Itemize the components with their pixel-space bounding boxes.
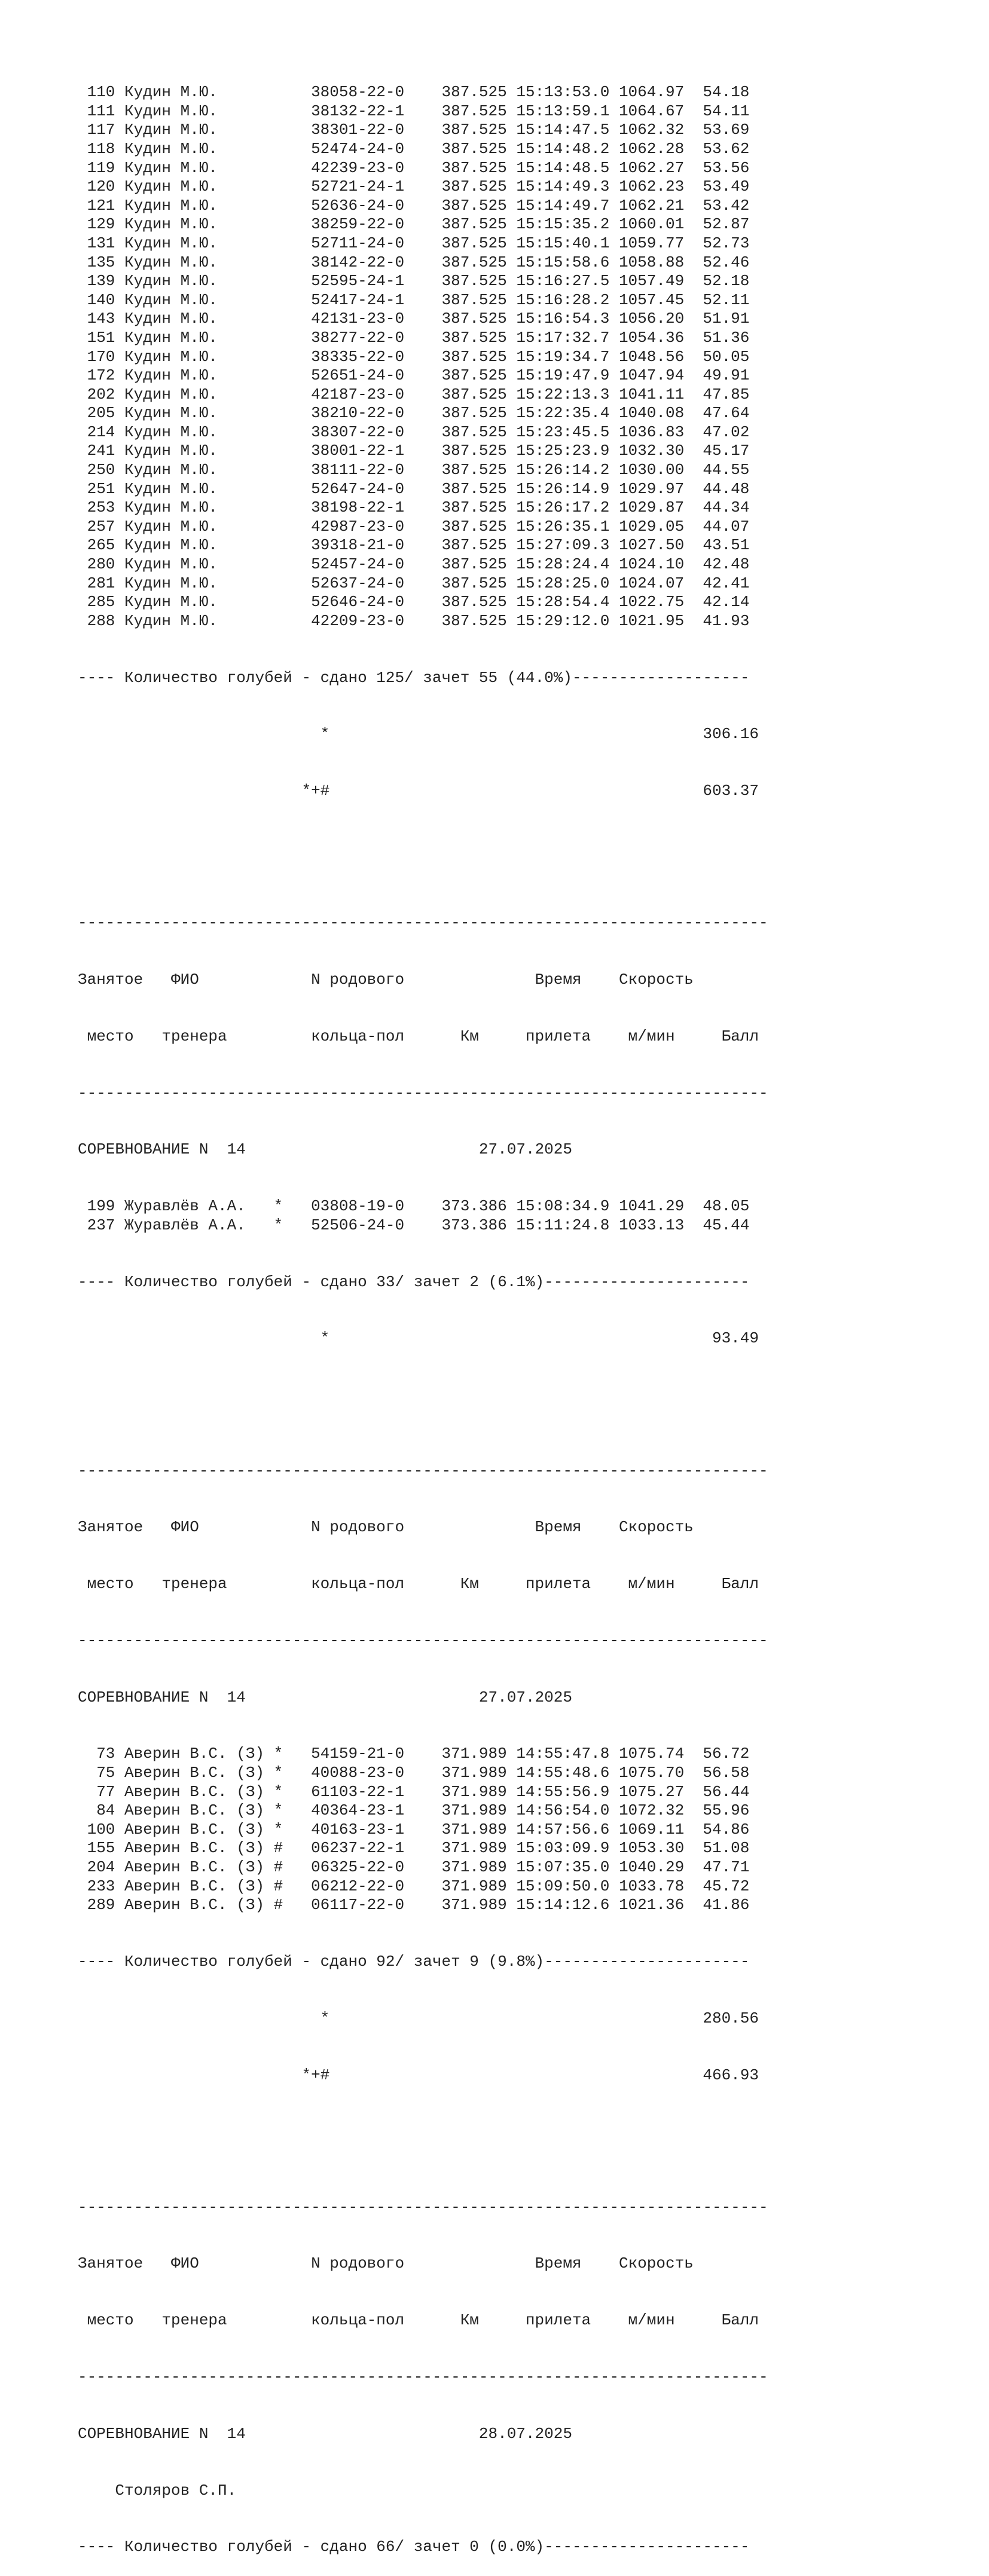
result-row: 143 Кудин М.Ю. 42131-23-0 387.525 15:16:54.3 1056.20 51.91 bbox=[78, 310, 750, 328]
result-row: 288 Кудин М.Ю. 42209-23-0 387.525 15:29:12.0 1021.95 41.93 bbox=[78, 611, 750, 630]
result-row: 202 Кудин М.Ю. 42187-23-0 387.525 15:22:13.3 1041.11 47.85 bbox=[78, 385, 750, 403]
competition-title: СОРЕВНОВАНИЕ N 14 28.07.2025 bbox=[78, 2424, 572, 2443]
column-header-line-1: Занятое ФИО N родового Время Скорость bbox=[78, 2254, 694, 2273]
results-sheet bbox=[78, 45, 768, 2576]
result-row: 289 Аверин В.С. (З) # 06117-22-0 371.989 15:14:12.6 1021.36 41.86 bbox=[78, 1896, 750, 1914]
header-rule: -------------------------------------------------------------------------- bbox=[78, 2368, 768, 2387]
result-row: 285 Кудин М.Ю. 52646-24-0 387.525 15:28:54.4 1022.75 42.14 bbox=[78, 593, 750, 611]
column-header-line-1: Занятое ФИО N родового Время Скорость bbox=[78, 971, 694, 989]
results-list-zhuravlev bbox=[78, 1197, 768, 1235]
total-line: *+# 466.93 bbox=[78, 2066, 759, 2084]
column-header-line-2: место тренера кольца-пол Км прилета м/мин Балл bbox=[78, 1027, 759, 1045]
column-header-line-2: место тренера кольца-пол Км прилета м/мин Балл bbox=[78, 1575, 759, 1593]
result-row: 280 Кудин М.Ю. 52457-24-0 387.525 15:28:24.4 1024.10 42.48 bbox=[78, 555, 750, 574]
result-row: 100 Аверин В.С. (З) * 40163-23-1 371.989 14:57:56.6 1069.11 54.86 bbox=[78, 1820, 750, 1838]
result-row: 237 Журавлёв А.А. * 52506-24-0 373.386 15:11:24.8 1033.13 45.44 bbox=[78, 1216, 750, 1234]
summary-line: ---- Количество голубей - сдано 33/ зачет 2 (6.1%)---------------------- bbox=[78, 1272, 750, 1291]
trainer-name: Столяров С.П. bbox=[78, 2481, 237, 2499]
total-line: * 306.16 bbox=[78, 725, 759, 744]
spacer bbox=[78, 1386, 768, 1405]
result-row: 204 Аверин В.С. (З) # 06325-22-0 371.989 15:07:35.0 1040.29 47.71 bbox=[78, 1858, 750, 1876]
result-row: 253 Кудин М.Ю. 38198-22-1 387.525 15:26:17.2 1029.87 44.34 bbox=[78, 498, 750, 517]
result-row: 257 Кудин М.Ю. 42987-23-0 387.525 15:26:35.1 1029.05 44.07 bbox=[78, 517, 750, 536]
result-row: 118 Кудин М.Ю. 52474-24-0 387.525 15:14:48.2 1062.28 53.62 bbox=[78, 139, 750, 158]
total-line: * 93.49 bbox=[78, 1329, 759, 1348]
header-rule: -------------------------------------------------------------------------- bbox=[78, 1461, 768, 1480]
competition-title: СОРЕВНОВАНИЕ N 14 27.07.2025 bbox=[78, 1688, 572, 1706]
result-row: 110 Кудин М.Ю. 38058-22-0 387.525 15:13:53.0 1064.97 54.18 bbox=[78, 83, 750, 102]
results-list-averin bbox=[78, 1745, 768, 1914]
result-row: 120 Кудин М.Ю. 52721-24-1 387.525 15:14:49.3 1062.23 53.49 bbox=[78, 178, 750, 196]
result-row: 251 Кудин М.Ю. 52647-24-0 387.525 15:26:14.9 1029.97 44.48 bbox=[78, 479, 750, 498]
result-row: 75 Аверин В.С. (З) * 40088-23-0 371.989 14:55:48.6 1075.70 56.58 bbox=[78, 1764, 750, 1782]
result-row: 250 Кудин М.Ю. 38111-22-0 387.525 15:26:14.2 1030.00 44.55 bbox=[78, 461, 750, 479]
column-header-line-2: место тренера кольца-пол Км прилета м/мин Балл bbox=[78, 2311, 759, 2330]
spacer bbox=[78, 2122, 768, 2141]
spacer bbox=[78, 839, 768, 858]
summary-line: ---- Количество голубей - сдано 125/ зачет 55 (44.0%)------------------- bbox=[78, 668, 750, 687]
result-row: 111 Кудин М.Ю. 38132-22-1 387.525 15:13:59.1 1064.67 54.11 bbox=[78, 102, 750, 120]
result-row: 151 Кудин М.Ю. 38277-22-0 387.525 15:17:32.7 1054.36 51.36 bbox=[78, 328, 750, 347]
result-row: 281 Кудин М.Ю. 52637-24-0 387.525 15:28:25.0 1024.07 42.41 bbox=[78, 574, 750, 592]
result-row: 199 Журавлёв А.А. * 03808-19-0 373.386 15:08:34.9 1041.29 48.05 bbox=[78, 1197, 750, 1216]
result-row: 172 Кудин М.Ю. 52651-24-0 387.525 15:19:47.9 1047.94 49.91 bbox=[78, 366, 750, 385]
summary-line: ---- Количество голубей - сдано 92/ зачет 9 (9.8%)---------------------- bbox=[78, 1952, 750, 1971]
column-header-line-1: Занятое ФИО N родового Время Скорость bbox=[78, 1518, 694, 1537]
result-row: 73 Аверин В.С. (З) * 54159-21-0 371.989 14:55:47.8 1075.74 56.72 bbox=[78, 1745, 750, 1763]
result-row: 139 Кудин М.Ю. 52595-24-1 387.525 15:16:27.5 1057.49 52.18 bbox=[78, 272, 750, 290]
result-row: 117 Кудин М.Ю. 38301-22-0 387.525 15:14:47.5 1062.32 53.69 bbox=[78, 121, 750, 139]
header-rule: -------------------------------------------------------------------------- bbox=[78, 1084, 768, 1102]
results-list-top bbox=[78, 83, 768, 631]
result-row: 135 Кудин М.Ю. 38142-22-0 387.525 15:15:58.6 1058.88 52.46 bbox=[78, 253, 750, 271]
competition-title: СОРЕВНОВАНИЕ N 14 27.07.2025 bbox=[78, 1140, 572, 1159]
result-row: 241 Кудин М.Ю. 38001-22-1 387.525 15:25:23.9 1032.30 45.17 bbox=[78, 442, 750, 460]
result-row: 121 Кудин М.Ю. 52636-24-0 387.525 15:14:49.7 1062.21 53.42 bbox=[78, 196, 750, 215]
result-row: 131 Кудин М.Ю. 52711-24-0 387.525 15:15:40.1 1059.77 52.73 bbox=[78, 234, 750, 252]
result-row: 119 Кудин М.Ю. 42239-23-0 387.525 15:14:48.5 1062.27 53.56 bbox=[78, 158, 750, 177]
total-line: *+# 603.37 bbox=[78, 782, 759, 800]
result-row: 233 Аверин В.С. (З) # 06212-22-0 371.989 15:09:50.0 1033.78 45.72 bbox=[78, 1877, 750, 1895]
result-row: 77 Аверин В.С. (З) * 61103-22-1 371.989 14:55:56.9 1075.27 56.44 bbox=[78, 1782, 750, 1801]
header-rule: -------------------------------------------------------------------------- bbox=[78, 1631, 768, 1650]
summary-line: ---- Количество голубей - сдано 66/ зачет 0 (0.0%)---------------------- bbox=[78, 2538, 750, 2556]
result-row: 205 Кудин М.Ю. 38210-22-0 387.525 15:22:35.4 1040.08 47.64 bbox=[78, 404, 750, 423]
result-row: 140 Кудин М.Ю. 52417-24-1 387.525 15:16:28.2 1057.45 52.11 bbox=[78, 290, 750, 309]
result-row: 155 Аверин В.С. (З) # 06237-22-1 371.989 15:03:09.9 1053.30 51.08 bbox=[78, 1839, 750, 1858]
result-row: 84 Аверин В.С. (З) * 40364-23-1 371.989 14:56:54.0 1072.32 55.96 bbox=[78, 1801, 750, 1820]
header-rule: -------------------------------------------------------------------------- bbox=[78, 914, 768, 932]
total-line: * 280.56 bbox=[78, 2009, 759, 2027]
header-rule: -------------------------------------------------------------------------- bbox=[78, 2198, 768, 2216]
result-row: 129 Кудин М.Ю. 38259-22-0 387.525 15:15:35.2 1060.01 52.87 bbox=[78, 215, 750, 234]
result-row: 170 Кудин М.Ю. 38335-22-0 387.525 15:19:34.7 1048.56 50.05 bbox=[78, 347, 750, 366]
result-row: 265 Кудин М.Ю. 39318-21-0 387.525 15:27:09.3 1027.50 43.51 bbox=[78, 536, 750, 555]
result-row: 214 Кудин М.Ю. 38307-22-0 387.525 15:23:45.5 1036.83 47.02 bbox=[78, 423, 750, 441]
